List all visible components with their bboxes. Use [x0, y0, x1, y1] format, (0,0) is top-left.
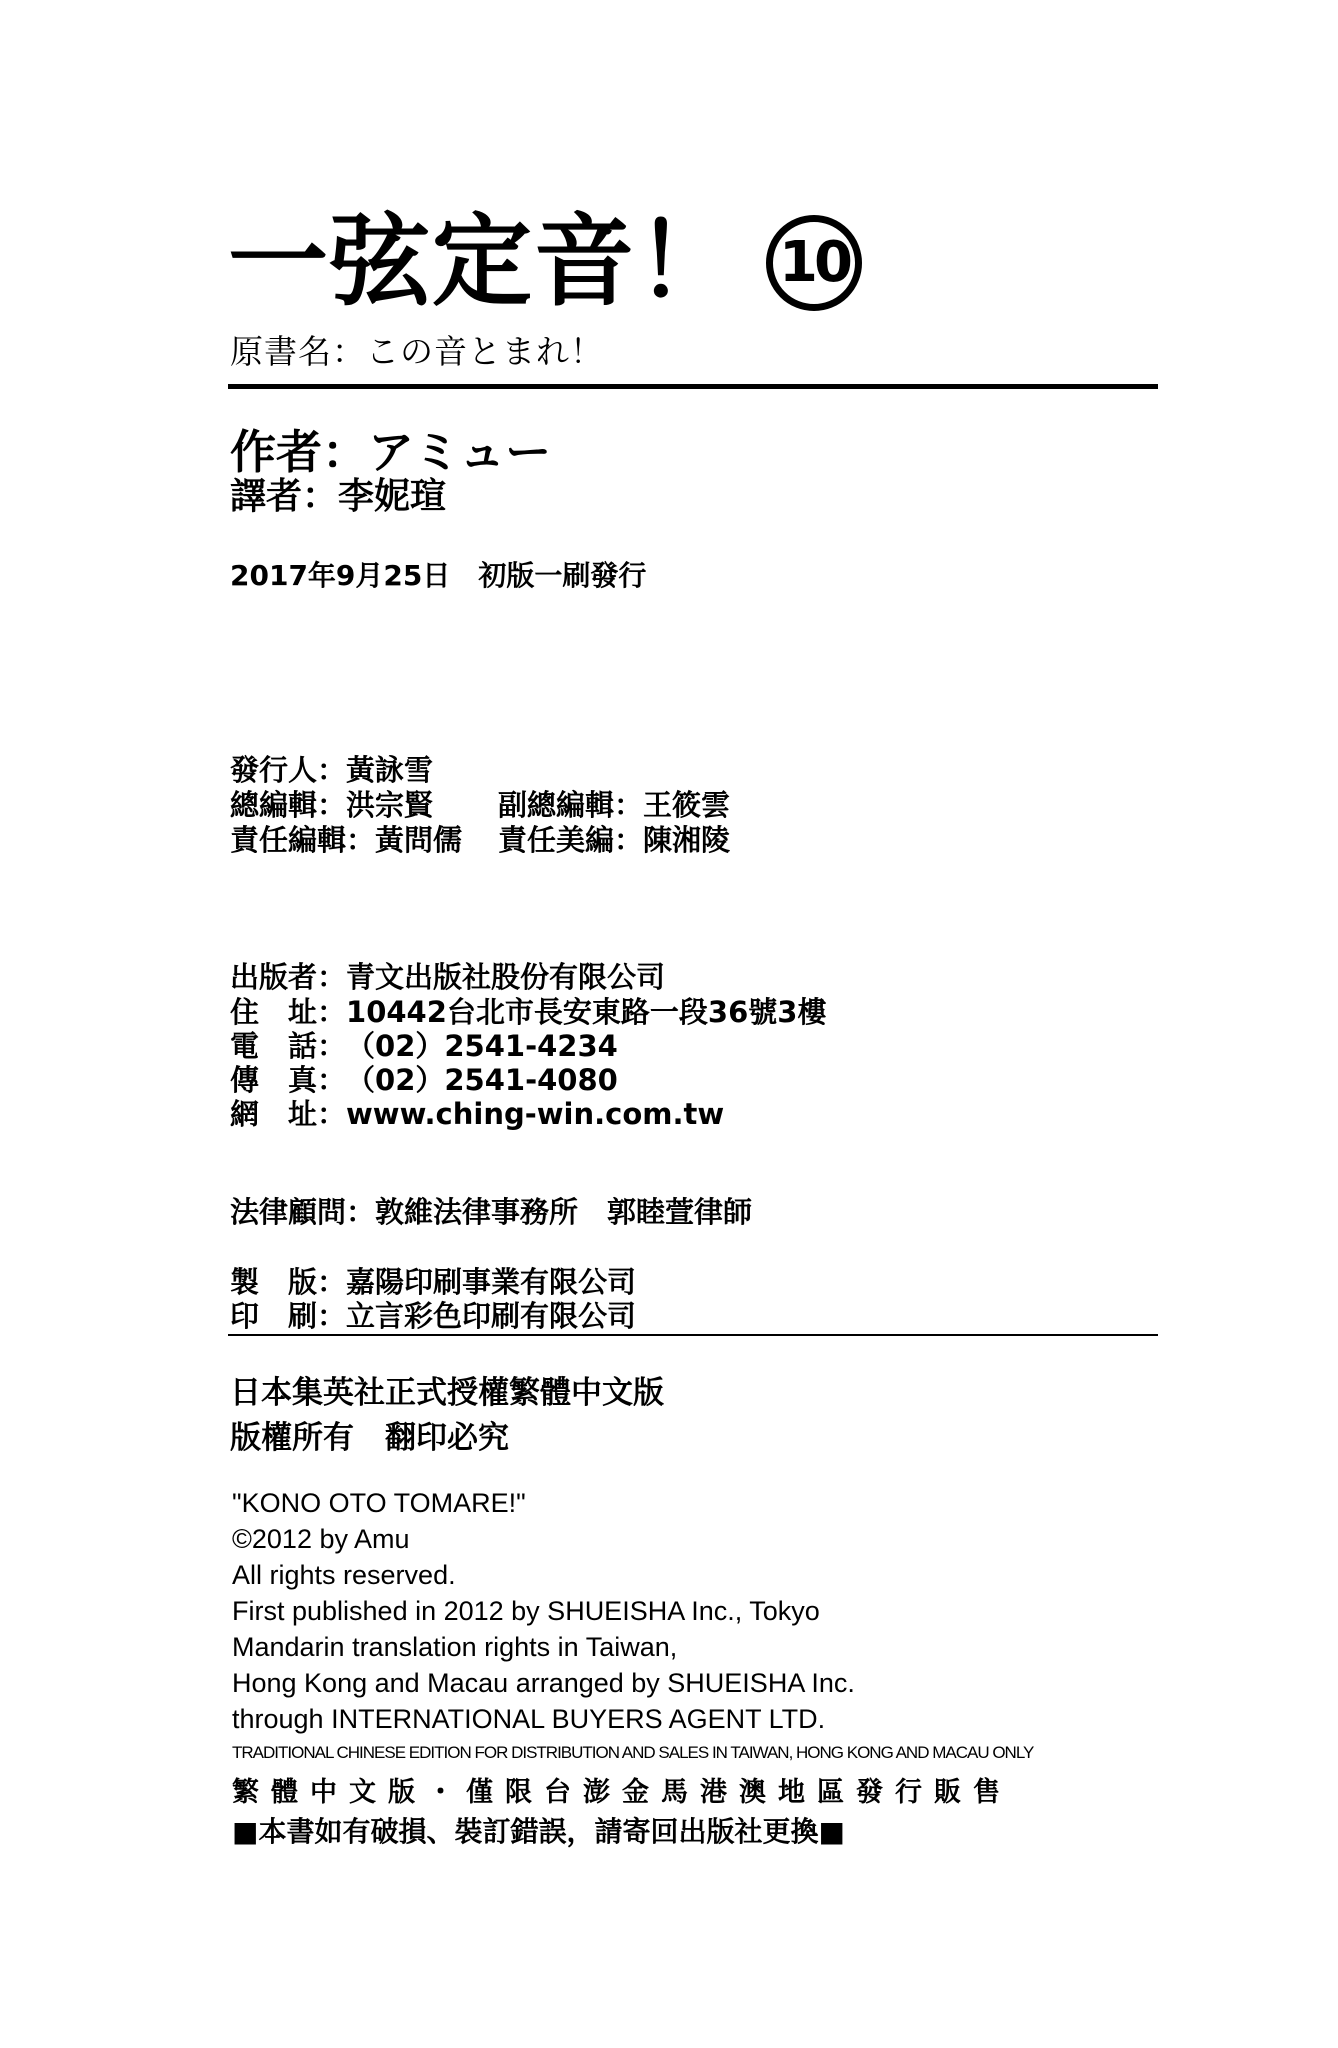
publisher-name: 出版者：青文出版社股份有限公司: [230, 960, 666, 994]
english-line-1: "KONO OTO TOMARE!": [232, 1488, 526, 1518]
top-divider: [228, 384, 1158, 389]
fax-value: （02）2541-4080: [346, 1063, 618, 1097]
original-title: 原書名：この音とまれ！: [230, 332, 604, 371]
translator-credit: 譯者：李妮瑄: [230, 476, 447, 517]
english-line-2: ©2012 by Amu: [232, 1524, 410, 1554]
english-line-5: Mandarin translation rights in Taiwan,: [232, 1632, 678, 1662]
english-line-7: through INTERNATIONAL BUYERS AGENT LTD.: [232, 1704, 826, 1734]
address-label: 住 址：: [230, 995, 347, 1029]
chief-editor: 總編輯：洪宗賢: [230, 788, 434, 822]
english-line-8: TRADITIONAL CHINESE EDITION FOR DISTRIBUTION AND SALES IN TAIWAN, HONG KONG AND MACAU ONLY: [232, 1743, 1034, 1762]
deputy-chief-editor: 副總編輯：王筱雲: [498, 788, 731, 822]
publisher-person: 發行人：黃詠雪: [230, 753, 434, 787]
author-credit: 作者：アミュー: [230, 425, 552, 479]
english-line-4: First published in 2012 by SHUEISHA Inc., Tokyo: [232, 1596, 820, 1626]
replacement-notice: ■本書如有破損、裝訂錯誤，請寄回出版社更換■: [232, 1815, 845, 1848]
editor-in-charge: 責任編輯：黃問儒: [230, 823, 463, 857]
bottom-divider: [228, 1334, 1158, 1336]
license-line-1: 日本集英社正式授權繁體中文版: [230, 1375, 664, 1411]
website-value: www.ching-win.com.tw: [346, 1097, 725, 1131]
address-value: 10442台北市長安東路一段36號3樓: [346, 995, 827, 1029]
license-line-2: 版權所有 翻印必究: [230, 1420, 509, 1456]
phone-value: （02）2541-4234: [346, 1029, 618, 1063]
website-label: 網 址：: [230, 1097, 347, 1131]
phone-label: 電 話：: [230, 1029, 347, 1063]
book-title: [228, 203, 862, 320]
legal-advisor: 法律顧問：敦維法律事務所 郭睦萱律師: [230, 1195, 753, 1229]
plate-making: 製 版：嘉陽印刷事業有限公司: [230, 1265, 637, 1299]
publisher-website: [230, 1092, 724, 1133]
printing: 印 刷：立言彩色印刷有限公司: [230, 1299, 637, 1333]
english-line-3: All rights reserved.: [232, 1560, 456, 1590]
book-title-text: 一弦定音！: [228, 203, 738, 320]
publish-date: 2017年9月25日 初版一刷發行: [230, 559, 647, 592]
fax-label: 傳 真：: [230, 1063, 347, 1097]
volume-number-badge: 10: [766, 215, 862, 311]
english-line-6: Hong Kong and Macau arranged by SHUEISHA Inc.: [232, 1668, 855, 1698]
art-editor-in-charge: 責任美編：陳湘陵: [498, 823, 731, 857]
sales-region: 繁體中文版・僅限台澎金馬港澳地區發行販售: [232, 1777, 1012, 1808]
